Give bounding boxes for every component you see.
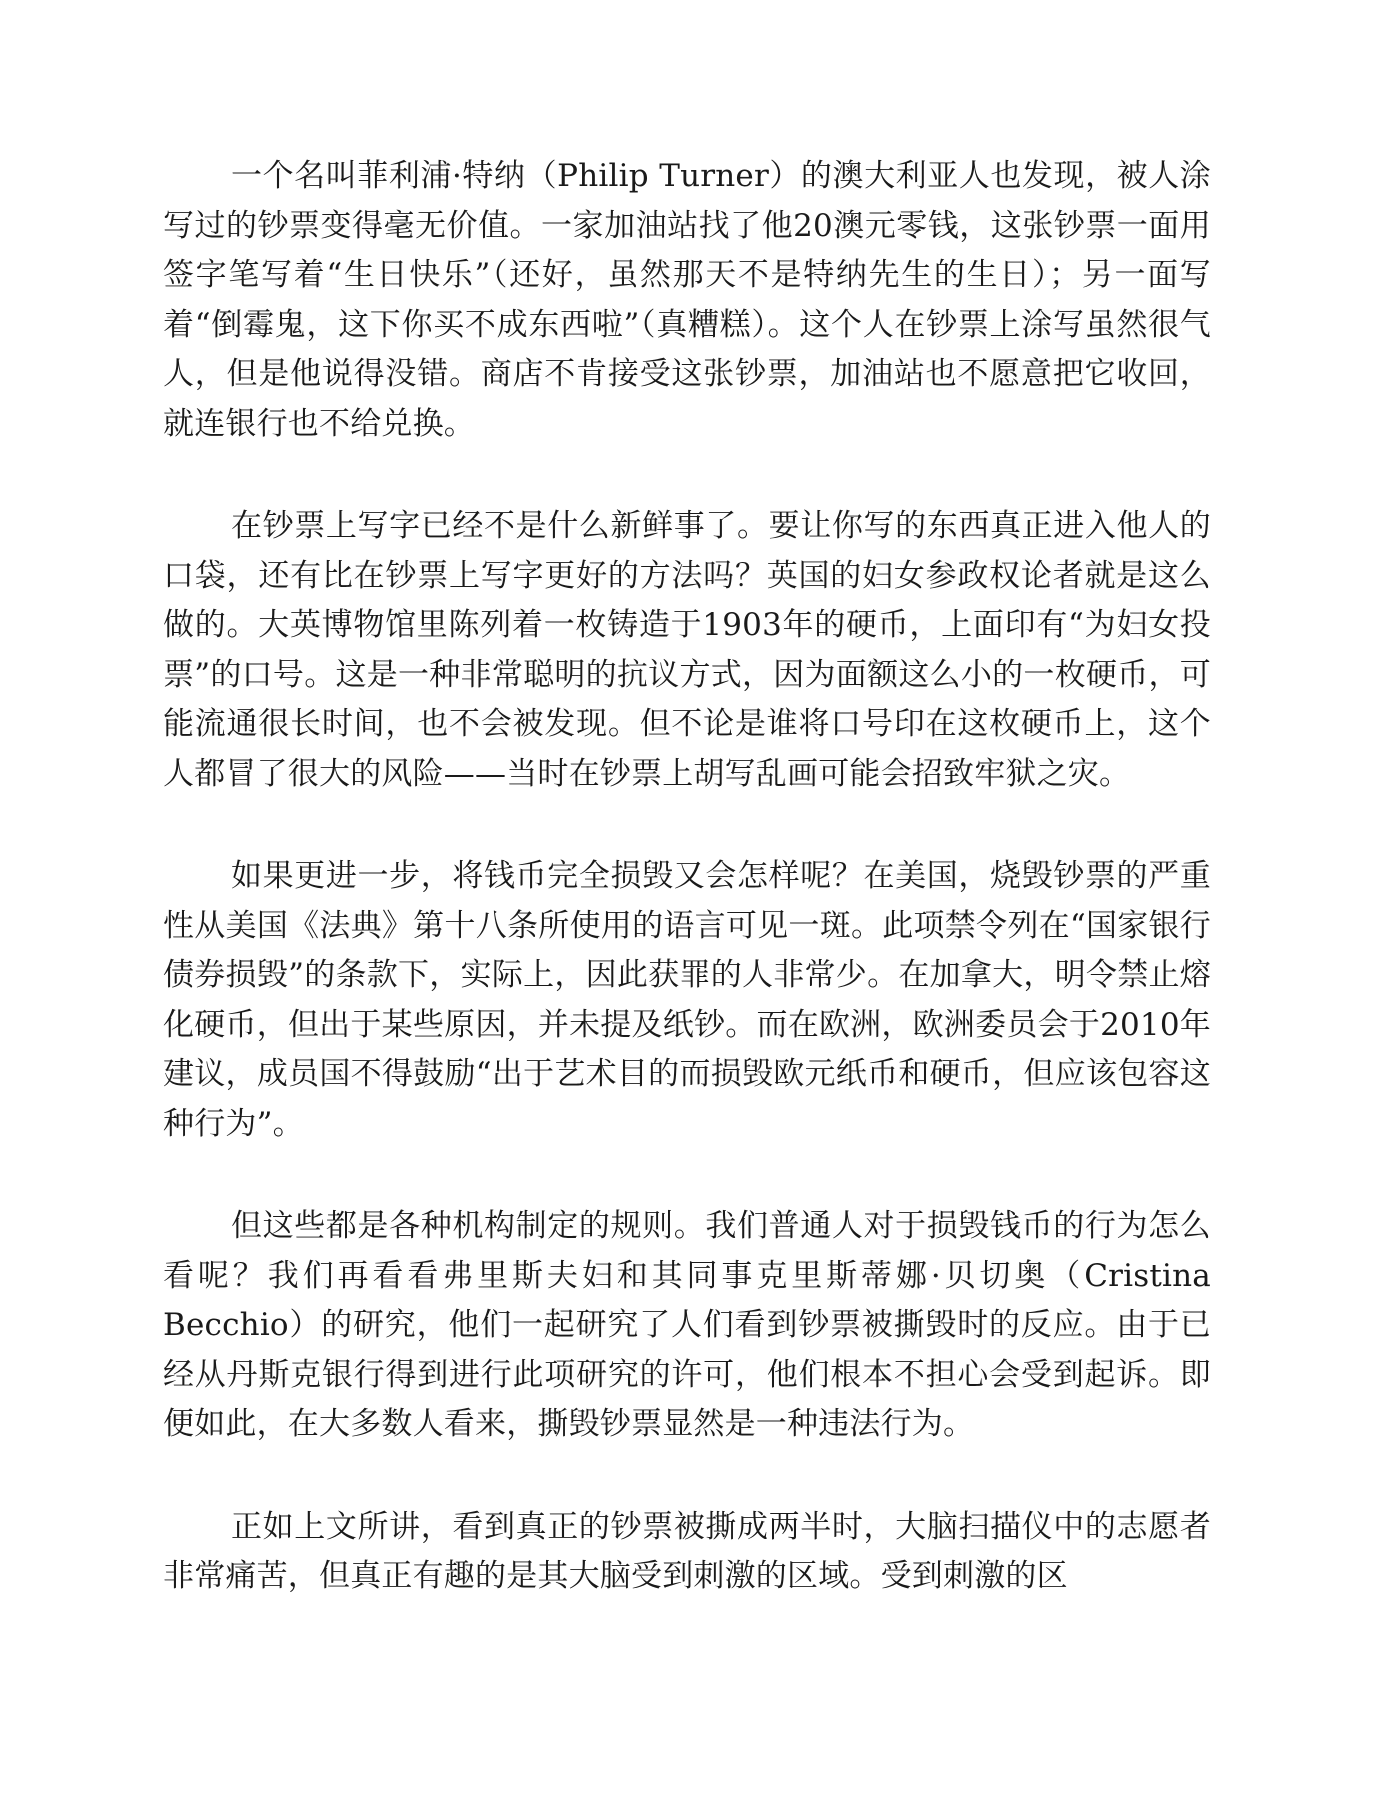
paragraph-5: 正如上文所讲，看到真正的钞票被撕成两半时，大脑扫描仪中的志愿者非常痛苦，但真正有趣的是其大脑受到刺激的区域。受到刺激的区: [163, 1508, 1211, 1594]
paragraph-2: 在钞票上写字已经不是什么新鲜事了。要让你写的东西真正进入他人的口袋，还有比在钞票上写字更好的方法吗？英国的妇女参政权论者就是这么做的。大英博物馆里陈列着一枚铸造于1903年的硬币，上面印有“为妇女投票”的口号。这是一种非常聪明的抗议方式，因为面额这么小的一枚硬币，可能流通很长时间，也不会被发现。但不论是谁将口号印在这枚硬币上，这个人都冒了很大的风险——当时在钞票上胡写乱画可能会招致牢狱之灾。: [163, 508, 1211, 792]
paragraph-3: 如果更进一步，将钱币完全损毁又会怎样呢？在美国，烧毁钞票的严重性从美国《法典》第十八条所使用的语言可见一斑。此项禁令列在“国家银行债券损毁”的条款下，实际上，因此获罪的人非常少。在加拿大，明令禁止熔化硬币，但出于某些原因，并未提及纸钞。而在欧洲，欧洲委员会于2010年建议，成员国不得鼓励“出于艺术目的而损毁欧元纸币和硬币，但应该包容这种行为”。: [163, 858, 1211, 1142]
paragraph-4: 但这些都是各种机构制定的规则。我们普通人对于损毁钱币的行为怎么看呢？我们再看看弗里斯夫妇和其同事克里斯蒂娜·贝切奥（Cristina Becchio）的研究，他们一起研究了人们看到钞票被撕毁时的反应。由于已经从丹斯克银行得到进行此项研究的许可，他们根本不担心会受到起诉。即便如此，在大多数人看来，撕毁钞票显然是一种违法行为。: [163, 1208, 1211, 1442]
paragraph-1: 一个名叫菲利浦·特纳（Philip Turner）的澳大利亚人也发现，被人涂写过的钞票变得毫无价值。一家加油站找了他20澳元零钱，这张钞票一面用签字笔写着“生日快乐”（还好，虽然那天不是特纳先生的生日）；另一面写着“倒霉鬼，这下你买不成东西啦”（真糟糕）。这个人在钞票上涂写虽然很气人，但是他说得没错。商店不肯接受这张钞票，加油站也不愿意把它收回，就连银行也不给兑换。: [163, 158, 1211, 442]
